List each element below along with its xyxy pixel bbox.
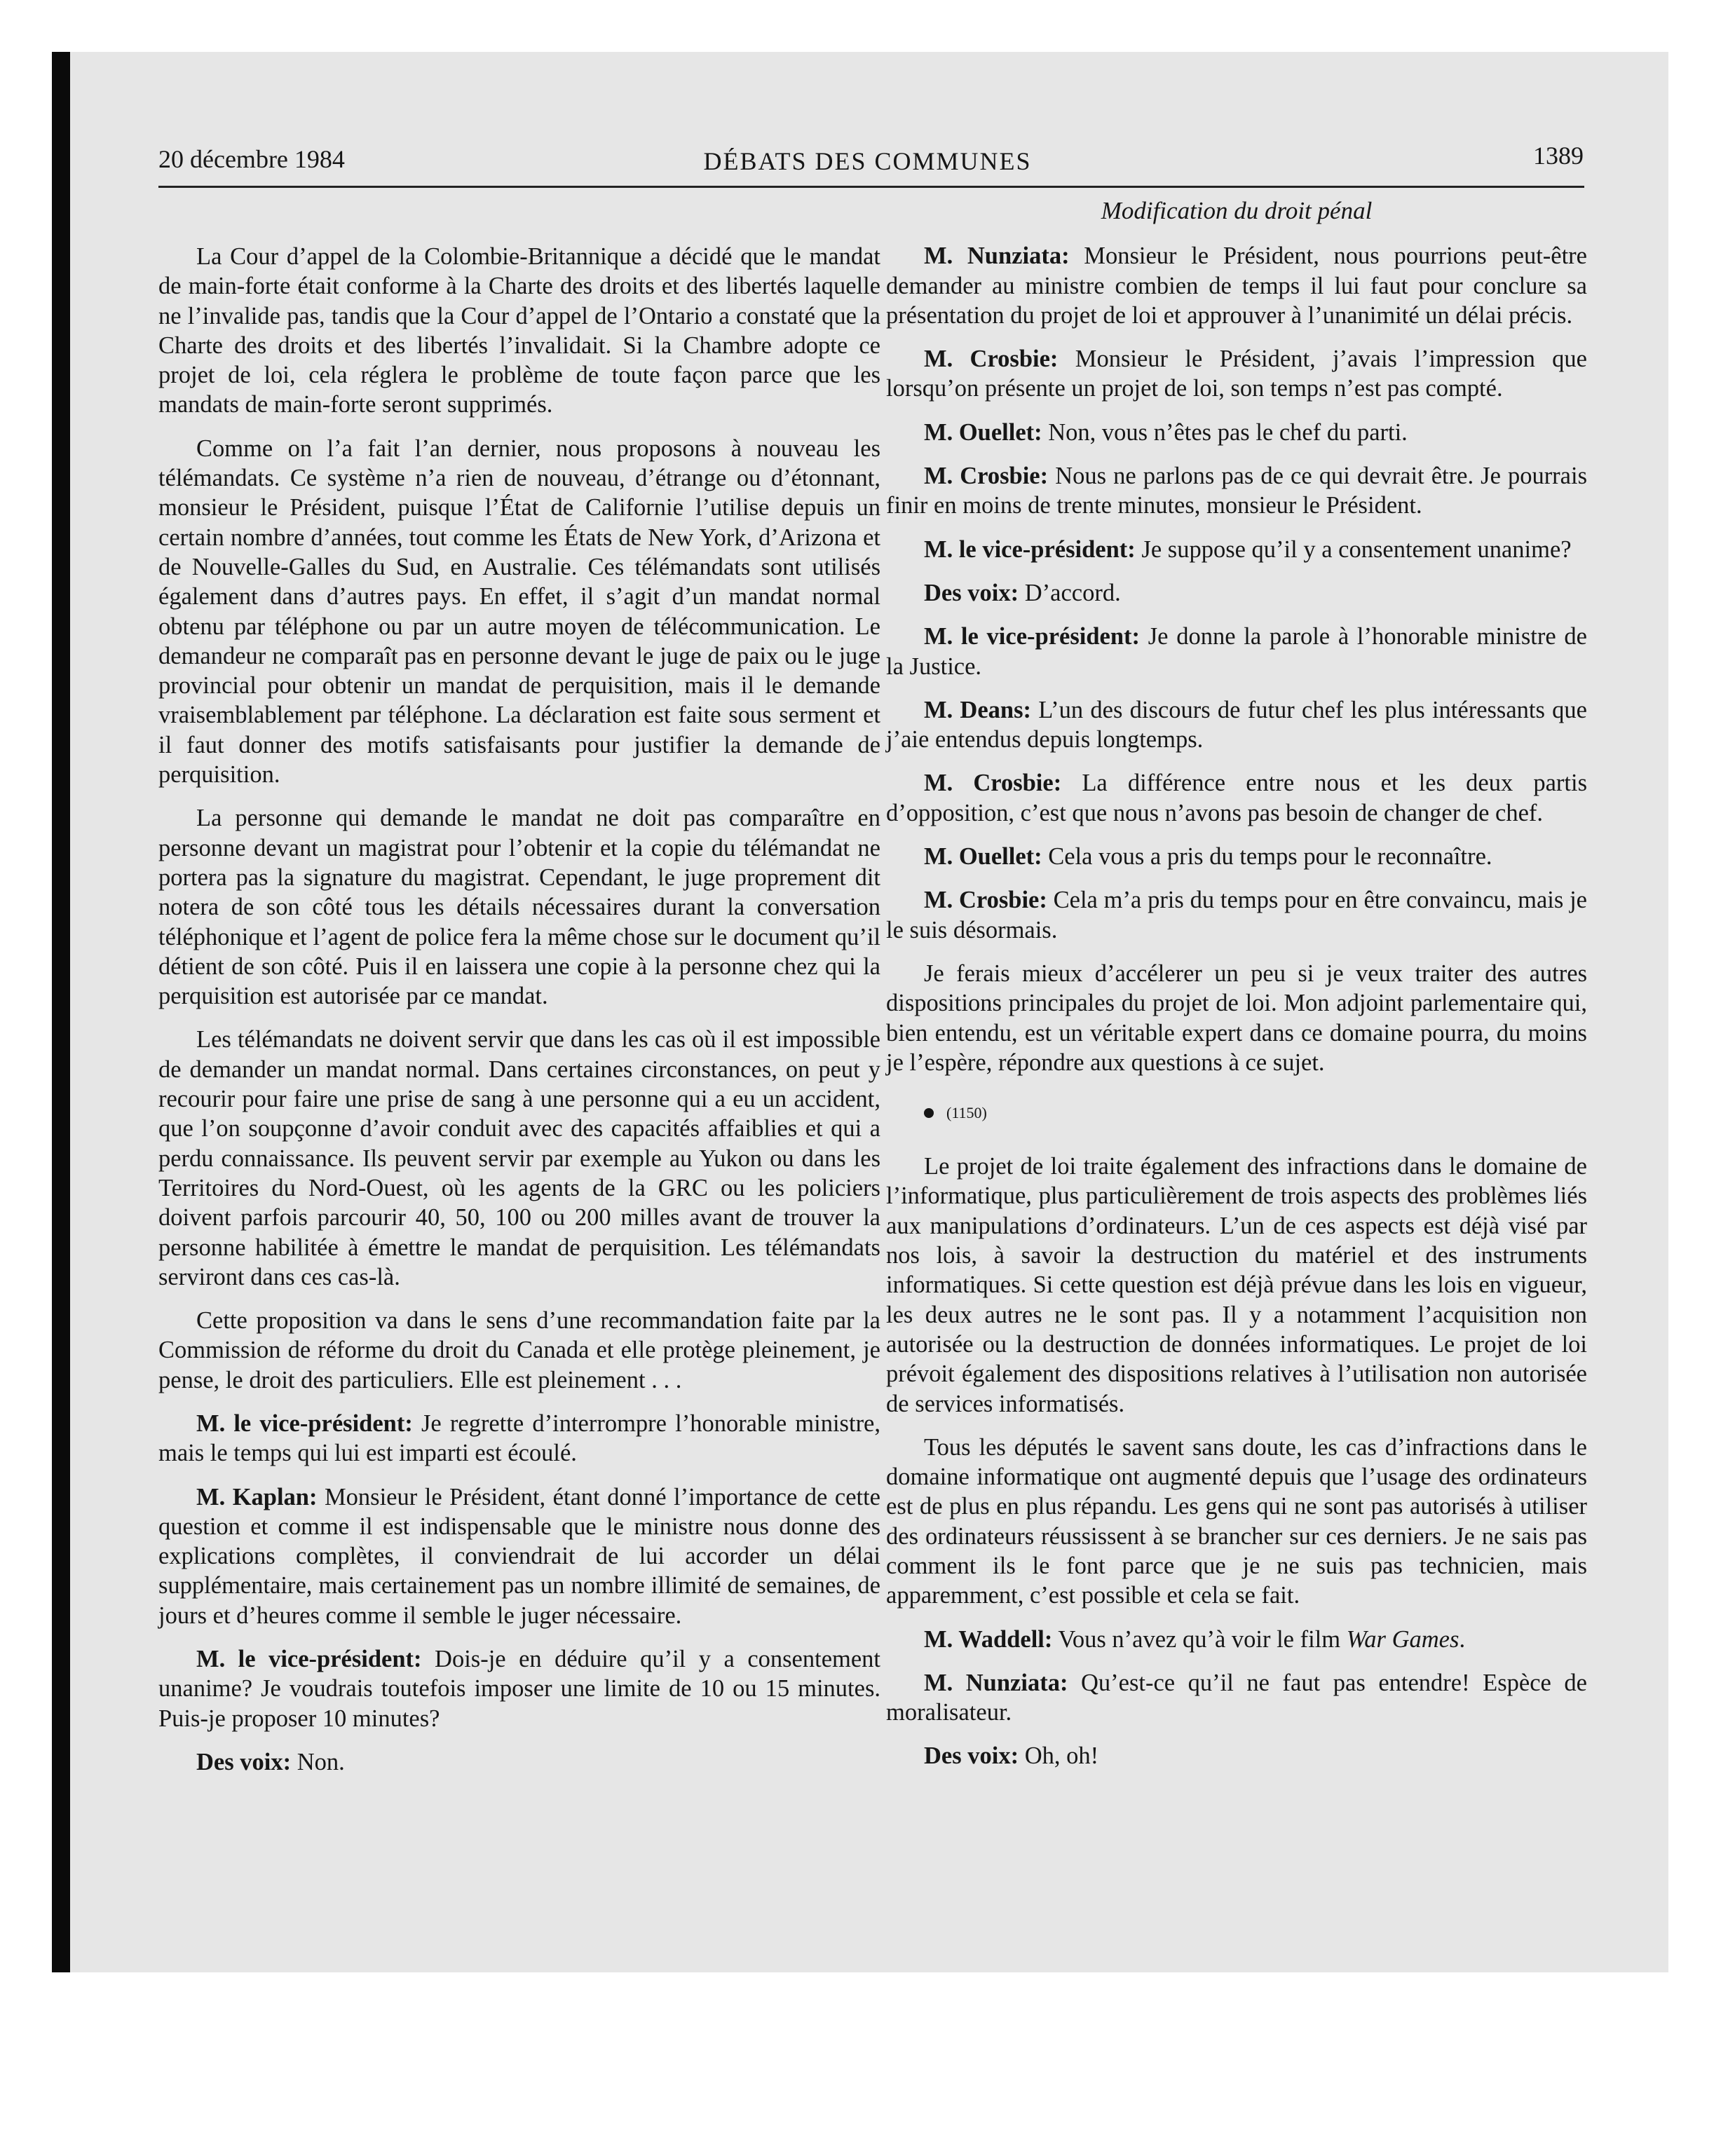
- paragraph: [158, 242, 880, 420]
- speaker-name: Des voix:: [924, 579, 1019, 606]
- right-column: [886, 196, 1587, 1785]
- paragraph-text: Monsieur le Président, j’avais l’impression que lorsqu’on présente un projet de loi, son temps n’est pas compté.: [886, 346, 1587, 402]
- page-number: 1389: [1533, 142, 1584, 170]
- paragraph-text: Non.: [291, 1748, 345, 1775]
- paragraph-text: Cela m’a pris du temps pour en être convaincu, mais je le suis désormais.: [886, 887, 1587, 943]
- speaker-name: M. Waddell:: [924, 1625, 1053, 1653]
- speaker-name: Des voix:: [924, 1742, 1019, 1770]
- speaker-name: M. le vice-président:: [196, 1646, 422, 1673]
- film-title: War Games: [1346, 1625, 1460, 1653]
- speaker-name: M. le vice-président:: [924, 535, 1136, 563]
- paragraph-text: Nous ne parlons pas de ce qui devrait être. Je pourrais finir en moins de trente minutes, monsieur le Président.: [886, 463, 1587, 519]
- paragraph-text: Cette proposition va dans le sens d’une recommandation faite par la Commission de réforme du droit du Canada et elle protège pleinement, je pense, le droit des particuliers. Elle est pleinement . . .: [158, 1307, 880, 1393]
- paragraph-text: Monsieur le Président, nous pourrions peut-être demander au ministre combien de temps il lui faut pour conclure sa présentation du projet de loi et approuver à l’unanimité un délai précis.: [886, 243, 1587, 329]
- speaker-name: M. Crosbie:: [924, 770, 1062, 797]
- paragraph-text: Oh, oh!: [1019, 1742, 1099, 1770]
- speaker-name: M. le vice-président:: [924, 623, 1140, 650]
- paragraph-text: Je ferais mieux d’accélerer un peu si je veux traiter des autres dispositions principales du projet de loi. Mon adjoint parlementaire qui, bien entendu, est un véritable expert dans ce domaine pourra, du moins je l’espère, répondre aux questions à ce sujet.: [886, 960, 1587, 1076]
- section-title: Modification du droit pénal: [1101, 197, 1373, 224]
- paragraph: [886, 959, 1587, 1077]
- paragraph: [158, 1644, 880, 1733]
- paragraph: [886, 241, 1587, 330]
- paragraph: [886, 418, 1587, 447]
- paragraph: [886, 578, 1587, 608]
- timestamp-text: (1150): [946, 1104, 987, 1122]
- paragraph-text: La différence entre nous et les deux partis d’opposition, c’est que nous n’avons pas besoin de changer de chef.: [886, 770, 1588, 826]
- paragraph: [886, 622, 1587, 681]
- paragraph: [158, 1409, 880, 1468]
- paragraph: [158, 1025, 880, 1292]
- paragraph-text: La Cour d’appel de la Colombie-Britannique a décidé que le mandat de main-forte était conforme à la Charte des droits et des libertés laquelle ne l’invalide pas, tandis que la Cour d’appel de l’Ontario a constaté que la Charte des droits et des libertés l’invalidait. Si la Chambre adopte ce projet de loi, cela réglera le problème de toute façon parce que les mandats de main-forte seront supprimés.: [158, 243, 880, 418]
- paragraph-text: Vous n’avez qu’à voir le film: [1052, 1625, 1347, 1653]
- paragraph: [886, 1625, 1587, 1654]
- paragraph-text: Comme on l’a fait l’an dernier, nous proposons à nouveau les télémandats. Ce système n’a rien de nouveau, d’étrange ou d’étonnant, monsieur le Président, puisque l’État de Californie l’utilise depuis un certain nombre d’années, tout comme les États de New York, d’Arizona et de Nouvelle-Galles du Sud, en Australie. Ces télémandats sont utilisés également dans d’autres pays. En effet, il s’agit d’un mandat normal obtenu par téléphone ou par un autre moyen de télécommunication. Le demandeur ne comparaît pas en personne devant le juge de paix ou le juge provincial pour obtenir un mandat de perquisition, mais il le demande vraisemblablement par téléphone. La déclaration est faite sous serment et il faut donner des motifs satisfaisants pour justifier la demande de perquisition.: [158, 435, 880, 789]
- paragraph: [886, 1668, 1587, 1728]
- bullet-icon: [924, 1108, 934, 1118]
- paragraph: [158, 434, 880, 790]
- paragraph: [886, 695, 1587, 755]
- paragraph-text: Je suppose qu’il y a consentement unanime?: [1135, 535, 1572, 563]
- paragraph-text: Je regrette d’interrompre l’honorable ministre, mais le temps qui lui est imparti est écoulé.: [158, 1410, 880, 1467]
- speaker-name: Des voix:: [196, 1748, 292, 1775]
- paragraph-text: L’un des discours de futur chef les plus intéressants que j’aie entendus depuis longtemps.: [886, 696, 1587, 753]
- paragraph-text: Tous les députés le savent sans doute, les cas d’infractions dans le domaine informatique ont augmenté depuis que l’usage des ordinateurs est de plus en plus répandu. Les gens qui ne sont pas autorisés à utiliser des ordinateurs réussissent à se brancher sur ces derniers. Je ne sais pas comment ils le font parce que je ne suis pas technicien, mais apparemment, c’est possible et cela se fait.: [886, 1433, 1587, 1609]
- paragraph: [886, 1152, 1587, 1419]
- paragraph-text: Le projet de loi traite également des infractions dans le domaine de l’informatique, plus particulièrement de trois aspects des problèmes liés aux manipulations d’ordinateurs. L’un de ces aspects est déjà visé par nos lois, à savoir la destruction du matériel et des instruments informatiques. Si cette question est déjà prévue dans les lois en vigueur, les deux autres ne le sont pas. Il y a notamment l’acquisition non autorisée ou la destruction de données informatiques. Le projet de loi prévoit également des dispositions relatives à l’utilisation non autorisée de services informatisés.: [886, 1153, 1587, 1417]
- paragraph: [886, 535, 1587, 564]
- speaker-name: M. le vice-président:: [196, 1410, 413, 1437]
- paragraph: [158, 1482, 880, 1630]
- paragraph-text: Dois-je en déduire qu’il y a consentement unanime? Je voudrais toutefois imposer une limite de 10 ou 15 minutes. Puis-je proposer 10 minutes?: [158, 1646, 880, 1732]
- speaker-name: M. Ouellet:: [924, 843, 1042, 871]
- speaker-name: M. Deans:: [924, 696, 1032, 723]
- speaker-name: M. Kaplan:: [196, 1483, 318, 1510]
- paragraph-text: Cela vous a pris du temps pour le reconnaître.: [1042, 843, 1492, 871]
- paragraph-text: D’accord.: [1019, 579, 1121, 606]
- paragraph: [886, 461, 1587, 521]
- paragraph: [886, 842, 1587, 871]
- speaker-name: M. Ouellet:: [924, 418, 1042, 446]
- scan-edge: [52, 52, 70, 1972]
- paragraph-text: Qu’est-ce qu’il ne faut pas entendre! Espèce de moralisateur.: [886, 1669, 1587, 1726]
- speaker-name: M. Crosbie:: [924, 463, 1049, 490]
- left-column: [158, 242, 880, 1791]
- paragraph: [886, 344, 1587, 404]
- paragraph: [158, 803, 880, 1011]
- paragraph: [158, 1306, 880, 1395]
- paragraph-text: Monsieur le Président, étant donné l’importance de cette question et comme il est indispensable que le ministre nous donne des explications complètes, il conviendrait de lui accorder un délai supplémentaire, mais certainement pas un nombre illimité de semaines, de jours et d’heures comme il semble le juger nécessaire.: [158, 1483, 880, 1629]
- header-date: 20 décembre 1984: [158, 145, 345, 173]
- speaker-name: M. Crosbie:: [924, 346, 1059, 373]
- paragraph: [886, 768, 1587, 828]
- paragraph: [886, 885, 1587, 945]
- paragraph: [886, 1433, 1587, 1611]
- header-rule: [158, 186, 1584, 188]
- speaker-name: M. Crosbie:: [924, 887, 1047, 914]
- paragraph-text: Je donne la parole à l’honorable ministre de la Justice.: [886, 623, 1587, 680]
- paragraph: [158, 1747, 880, 1777]
- paragraph-text-end: .: [1459, 1625, 1466, 1653]
- paragraph: [886, 1741, 1587, 1770]
- header-title: DÉBATS DES COMMUNES: [703, 147, 1032, 175]
- speaker-name: M. Nunziata:: [924, 1669, 1068, 1696]
- paragraph-text: Les télémandats ne doivent servir que dans les cas où il est impossible de demander un mandat normal. Dans certaines circonstances, on peut y recourir pour faire une prise de sang à une personne qui a eu un accident, que l’on soupçonne d’avoir conduit avec des capacités affaiblies et qui a perdu connaissance. Ils peuvent servir par exemple au Yukon ou dans les Territoires du Nord-Ouest, où les agents de la GRC ou les policiers doivent parfois parcourir 40, 50, 100 ou 200 milles avant de trouver la personne habilitée à émettre le mandat de perquisition. Les télémandats serviront dans ces cas-là.: [158, 1026, 880, 1290]
- timestamp-marker: [924, 1103, 1587, 1124]
- speaker-name: M. Nunziata:: [924, 243, 1070, 270]
- paragraph-text: La personne qui demande le mandat ne doit pas comparaître en personne devant un magistrat pour l’obtenir et la copie du télémandat ne portera pas la signature du magistrat. Cependant, le juge proprement dit notera de son côté tous les détails nécessaires durant la conversation téléphonique et l’agent de police fera la même chose sur le document qu’il détient de son côté. Puis il en laissera une copie à la personne chez qui la perquisition est autorisée par ce mandat.: [158, 805, 880, 1010]
- paragraph-text: Non, vous n’êtes pas le chef du parti.: [1042, 418, 1408, 446]
